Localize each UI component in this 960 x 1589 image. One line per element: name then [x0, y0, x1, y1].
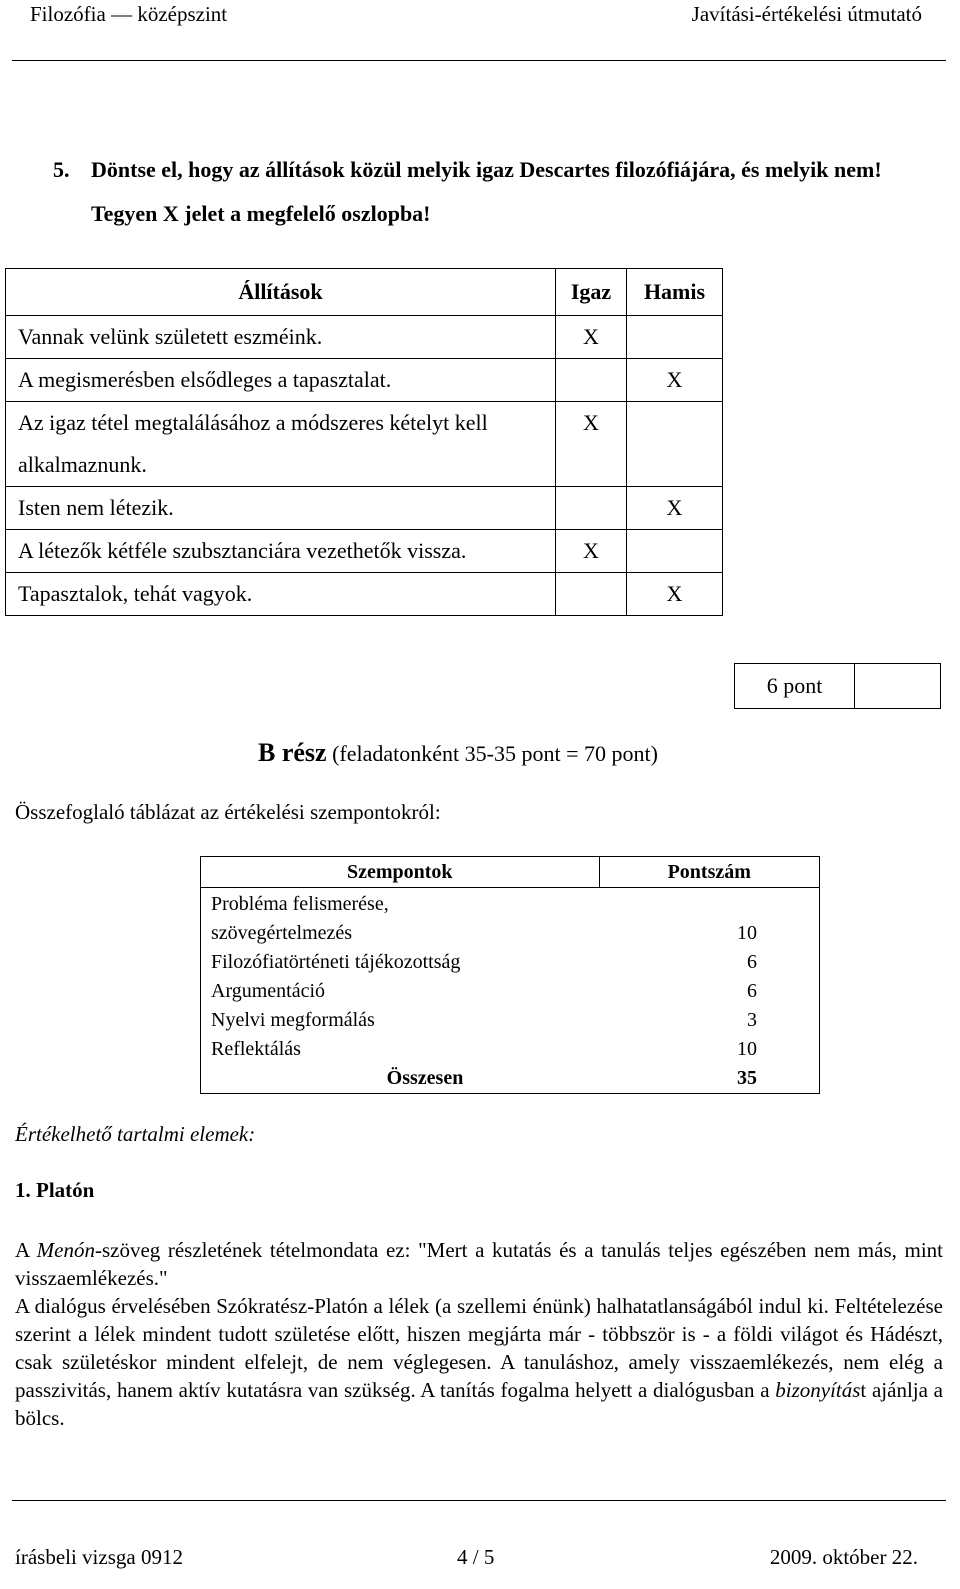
- hamis-cell: X: [627, 487, 723, 530]
- statements-table: [5, 268, 723, 616]
- total-label: Összesen: [201, 1064, 600, 1094]
- table-row: [6, 530, 723, 573]
- criterion-cell: [201, 888, 600, 949]
- text-run: A dialógus érvelésében Szókratész-Platón a lélek (a szellemi énünk) halhatatlanságából indul ki. Feltételezése szerint a lélek mindent tudott születése előtt, hiszen megjárta már - többször is - a földi világot és Hádészt, csak születéskor mindent elfelejt, de nem véglegesen. A tanuláshoz, amely visszaemlékezés, nem elég a passzivitás, hanem aktív kutatásra van szükség. A tanítás fogalma helyett a dialógusban a: [15, 1294, 943, 1402]
- points-cell: 6: [599, 948, 820, 977]
- header-right: Javítási-értékelési útmutató: [691, 2, 922, 26]
- statement-cell: A megismerésben elsődleges a tapasztalat.: [6, 359, 556, 402]
- criteria-header-row: [201, 857, 820, 888]
- igaz-cell: X: [556, 316, 627, 359]
- paragraph-2: [15, 1292, 943, 1432]
- criterion-cell: Nyelvi megformálás: [201, 1006, 600, 1035]
- content-label: Értékelhető tartalmi elemek:: [15, 1122, 256, 1146]
- footer-right: 2009. október 22.: [769, 1545, 918, 1569]
- table-row: [201, 1006, 820, 1035]
- italic-run: Menón: [36, 1238, 95, 1262]
- total-value: 35: [599, 1064, 820, 1094]
- section-b-heading: [258, 738, 658, 768]
- footer-divider: [12, 1500, 946, 1501]
- score-box: [734, 663, 941, 709]
- text-run: t ajánlja a bölcs.: [15, 1378, 943, 1430]
- header-allitasok: Állítások: [6, 269, 556, 316]
- igaz-cell: [556, 359, 627, 402]
- igaz-cell: [556, 573, 627, 616]
- igaz-cell: [556, 487, 627, 530]
- hamis-cell: [627, 402, 723, 487]
- criterion-cell: Argumentáció: [201, 977, 600, 1006]
- footer-center: 4 / 5: [457, 1545, 495, 1569]
- header-szempontok: Szempontok: [201, 857, 600, 888]
- statement-cell: Isten nem létezik.: [6, 487, 556, 530]
- table-row: [6, 359, 723, 402]
- header-pontszam: Pontszám: [599, 857, 820, 888]
- section-b-subtitle: (feladatonként 35-35 pont = 70 pont): [332, 741, 658, 766]
- subheading-platon: 1. Platón: [15, 1178, 95, 1202]
- statement-cell: A létezők kétféle szubsztanciára vezethetők vissza.: [6, 530, 556, 573]
- text-run: A: [15, 1238, 37, 1262]
- header-divider: [12, 60, 946, 61]
- total-row: [201, 1064, 820, 1094]
- italic-run: bizonyítás: [775, 1378, 861, 1402]
- criterion-line: Probléma felismerése,: [211, 893, 389, 915]
- hamis-cell: [627, 316, 723, 359]
- header-hamis: Hamis: [627, 269, 723, 316]
- question-number: 5.: [53, 157, 70, 182]
- criterion-cell: Reflektálás: [201, 1035, 600, 1064]
- paragraph-1: [15, 1236, 943, 1292]
- text-run: -szöveg részletének tételmondata ez: "Mert a kutatás és a tanulás teljes egészében nem más, mint visszaemlékezés.": [15, 1238, 943, 1290]
- statement-cell: Tapasztalok, tehát vagyok.: [6, 573, 556, 616]
- table-row: [6, 573, 723, 616]
- table-row: [201, 1035, 820, 1064]
- points-cell: 6: [599, 977, 820, 1006]
- criterion-line: szövegértelmezés: [211, 922, 353, 944]
- hamis-cell: X: [627, 573, 723, 616]
- section-b-title: B rész: [258, 738, 327, 767]
- table-row: [6, 316, 723, 359]
- points-cell: 3: [599, 1006, 820, 1035]
- footer-left: írásbeli vizsga 0912: [15, 1545, 183, 1569]
- hamis-cell: X: [627, 359, 723, 402]
- question-text: Döntse el, hogy az állítások közül melyik igaz Descartes filozófiájára, és melyik nem! Tegyen X jelet a megfelelő oszlopba!: [91, 157, 882, 226]
- points-cell: 10: [599, 888, 820, 949]
- statements-header-row: [6, 269, 723, 316]
- table-row: [201, 948, 820, 977]
- score-label: 6 pont: [735, 664, 855, 709]
- table-row: [201, 888, 820, 949]
- summary-label: Összefoglaló táblázat az értékelési szempontokról:: [15, 800, 441, 824]
- statement-cell: Vannak velünk született eszméink.: [6, 316, 556, 359]
- igaz-cell: X: [556, 530, 627, 573]
- igaz-cell: X: [556, 402, 627, 487]
- criteria-table: [200, 856, 820, 1094]
- points-cell: 10: [599, 1035, 820, 1064]
- score-value: [855, 664, 941, 709]
- statement-cell: Az igaz tétel megtalálásához a módszeres kételyt kell alkalmaznunk.: [6, 402, 556, 487]
- header-left: Filozófia — középszint: [30, 2, 228, 26]
- table-row: [6, 402, 723, 487]
- criterion-cell: Filozófiatörténeti tájékozottság: [201, 948, 600, 977]
- table-row: [6, 487, 723, 530]
- header-igaz: Igaz: [556, 269, 627, 316]
- hamis-cell: [627, 530, 723, 573]
- table-row: [201, 977, 820, 1006]
